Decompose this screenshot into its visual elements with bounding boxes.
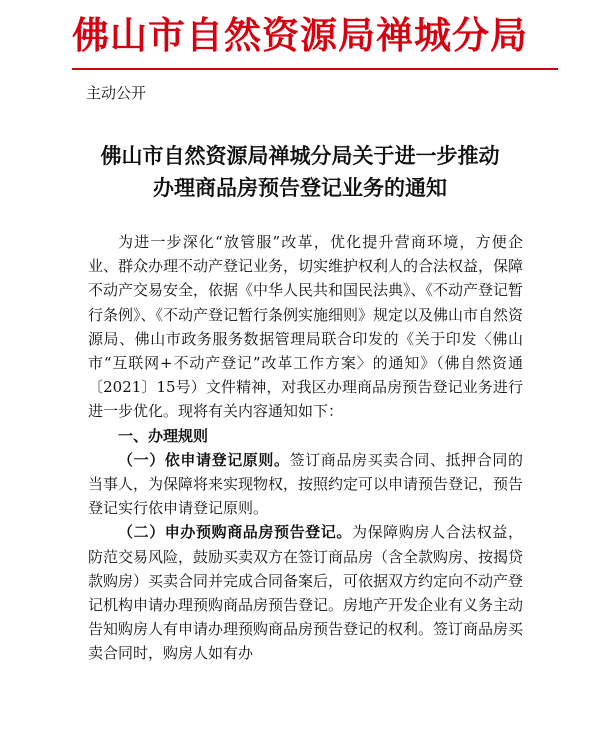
- item-1-text: 签订商品房买卖合同、抵押合同的当事人，为保障将来实现物权，按照约定可以申请预告登记，预告登记实行依申请登记原则。: [88, 450, 524, 518]
- document-title: [60, 140, 540, 204]
- item-1-label: （一）依申请登记原则。: [118, 450, 290, 469]
- item-2-paragraph: [88, 520, 523, 665]
- masthead-org-name: 佛山市自然资源局禅城分局: [72, 13, 528, 57]
- item-2-label: （二）申办预购商品房预告登记。: [118, 523, 352, 542]
- disclosure-label: 主动公开: [86, 84, 147, 102]
- title-line-1: 佛山市自然资源局禅城分局关于进一步推动: [100, 143, 500, 168]
- section-heading-rules: 一、办理规则: [118, 426, 209, 445]
- document-body: [88, 230, 523, 666]
- intro-paragraph: 为进一步深化“放管服”改革，优化提升营商环境，方便企业、群众办理不动产登记业务，切实维护权利人的合法权益，保障不动产交易安全，依据《中华人民共和国民法典》、《不动产登记暂行条例》、《不动产登记暂行条例实施细则》规定以及佛山市自然资源局、佛山市政务服务数据管理局联合印发的《关于印发〈佛山市“互联网+不动产登记”改革工作方案〉的通知》（佛自然资通〔2021〕15号）文件精神，对我区办理商品房预告登记业务进行进一步优化。现将有关内容通知如下：: [88, 233, 524, 421]
- item-2-text: 为保障购房人合法权益，防范交易风险，鼓励买卖双方在签订商品房（含全款购房、按揭贷款购房）买卖合同并完成合同备案后，可依据双方约定向不动产登记机构申请办理预购商品房预告登记。房地产开发企业有义务主动告知购房人有申请办理预购商品房预告登记的权利。签订商品房买卖合同时，购房人如有办: [88, 523, 524, 663]
- title-line-2: 办理商品房预告登记业务的通知: [153, 175, 447, 200]
- item-1-paragraph: [88, 448, 523, 521]
- masthead-red-rule: [72, 68, 558, 70]
